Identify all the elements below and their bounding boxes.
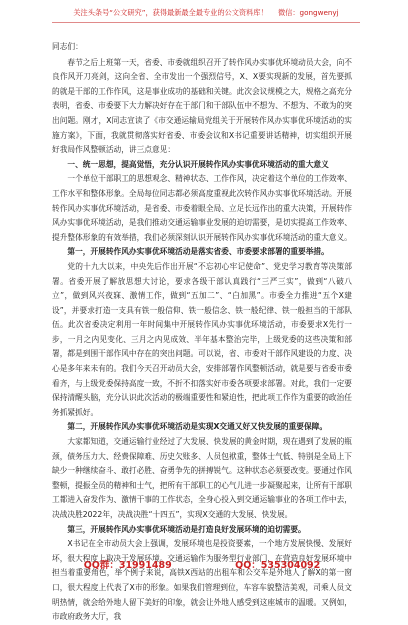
- header-banner: [52, 8, 360, 23]
- document-body: [52, 40, 352, 625]
- subsection-heading: 第三，开展转作风办实事优环境活动是打造良好发展环境的迫切需要。: [67, 524, 306, 534]
- section-heading: 一、统一思想，提高觉悟，充分认识开展转作风办实事优环境活动的重大意义: [67, 159, 329, 169]
- paragraph: 大家都知道，交通运输行业经过了大发展、快发展的黄金时期，现在遇到了发展的瓶颈，债务压力大、经费保障难、历史欠账多、人员包袱重，整体士气低、特别是全局上下缺少一种继续奋斗、敢打必胜、奋勇争先的拼搏锐气。这种状态必须要改变。要通过作风整顿，提振全员的精神和士气，把所有干部职工的心气儿进一步凝聚起来，让所有干部职工都进入奋发作为、激情干事的工作状态，全身心投入到交通运输事业的各项工作中去，决战决胜2022年，决战决胜“十四五”，实现X交通的大发展、快发展。: [52, 437, 352, 519]
- paragraph: X书记在全市动员大会上强调，发展环境也是投资要素，一个地方发展快慢、发展好坏，很大程度上取决于发展环境。交通运输作为服务型行业部门，在营造良好发展环境中担当着重要角色，举个例子来说，高铁X西站的出租车和公交车是外地人了解X的第一窗口，很大程度上代表了X市的形象。如果我们管理到位，车容车貌整洁美观，司乘人员文明热情，就会给外地人留下美好的印象，就会让外地人感受到这座城市的温暖。又例如，市政府政务大厅，我: [52, 539, 352, 622]
- banner-promo-text: 关注头条号“公文研究”，获得最新最全最专业的公文资料库！: [73, 8, 268, 17]
- footer-qq-group: QQ群：31991489: [83, 560, 172, 571]
- footer-qq: QQ：535304092: [235, 560, 321, 571]
- banner-wechat-text: 微信：gongwenyj: [277, 8, 339, 17]
- salutation: 同志们：: [52, 42, 83, 51]
- footer-contact: [52, 557, 352, 571]
- paragraph: 党的十九大以来，中央先后作出开展“不忘初心牢记使命”、党史学习教育等决策部署。省委开展了解放思想大讨论，要求各级干部认真践行“三严三实”，做到“八破八立”，做到风兴夜寐、激情工作，做到“五加二”、“白加黑”。市委全力推进“五个X建设”，并要求打造一支具有铁一般信仰、铁一般信念、铁一般纪律、铁一般担当的干部队伍。此次省委决定利用一年时间集中开展转作风办实事优环境活动，市委要求X先行一步，一月之内见变化、三月之内见成效、半年基本整治完毕，上级党委的这些决策和部署，都是到围干部作风中存在的突出问题。可以说，省、市委对干部作风建设的力度、决心是多年来未有的。我们今天召开动员大会，安排部署作风整顿活动，就是要与省委市委看齐，与上级党委保持高度一致，不折不扣落实好市委各项要求部署。对此，我们一定要保持清醒头脑，充分认识此次活动的极端重要性和紧迫性，把此项工作作为重要的政治任务抓紧抓好。: [52, 261, 352, 417]
- subsection-heading: 第二，开展转作风办实事优环境活动是实现X交通又好又快发展的重要保障。: [67, 422, 328, 432]
- subsection-heading: 第一，开展转作风办实事优环境活动是落实省委、市委要求部署的重要举措。: [67, 247, 329, 257]
- paragraph: 一个单位干部职工的思想观念、精神状态、工作作风，决定着这个单位的工作效率、工作水平和整体形象。全局每位同志都必须高度重视此次转作风办实事优环境活动。开展转作风办实事优环境活动，是省委、市委着眼全局、立足长远作出的重大决策，开展转作风办实事优环境活动，是我们推动交通运输事业发展的迫切需要，是切实提高工作效率、提升整体形象的有效举措，我们必须深刻认识开展转作风办实事优环境活动的重大意义。: [52, 174, 352, 242]
- paragraph: 春节之后上班第一天，省委、市委就组织召开了转作风办实事优环境动员大会，向不良作风开刀亮剑，这向全省、全市发出一个强烈信号，X、X要实现新的发展，首先要抓的就是干部的工作作风，这是事业成功的基础和关键。此次会议规模之大，规格之高充分表明，省委、市委要下大力解决好存在于部门和干部队伍中不想为、不想为、不敢为的突出问题。刚才，X同志宣读了《市交通运输局党组关于开展转作风办实事优环境活动的实施方案》，下面，我就贯彻落实好省委、市委会议和X书记重要讲话精神，切实组织开展好我局作风整顿活动，讲三点意见：: [52, 57, 352, 155]
